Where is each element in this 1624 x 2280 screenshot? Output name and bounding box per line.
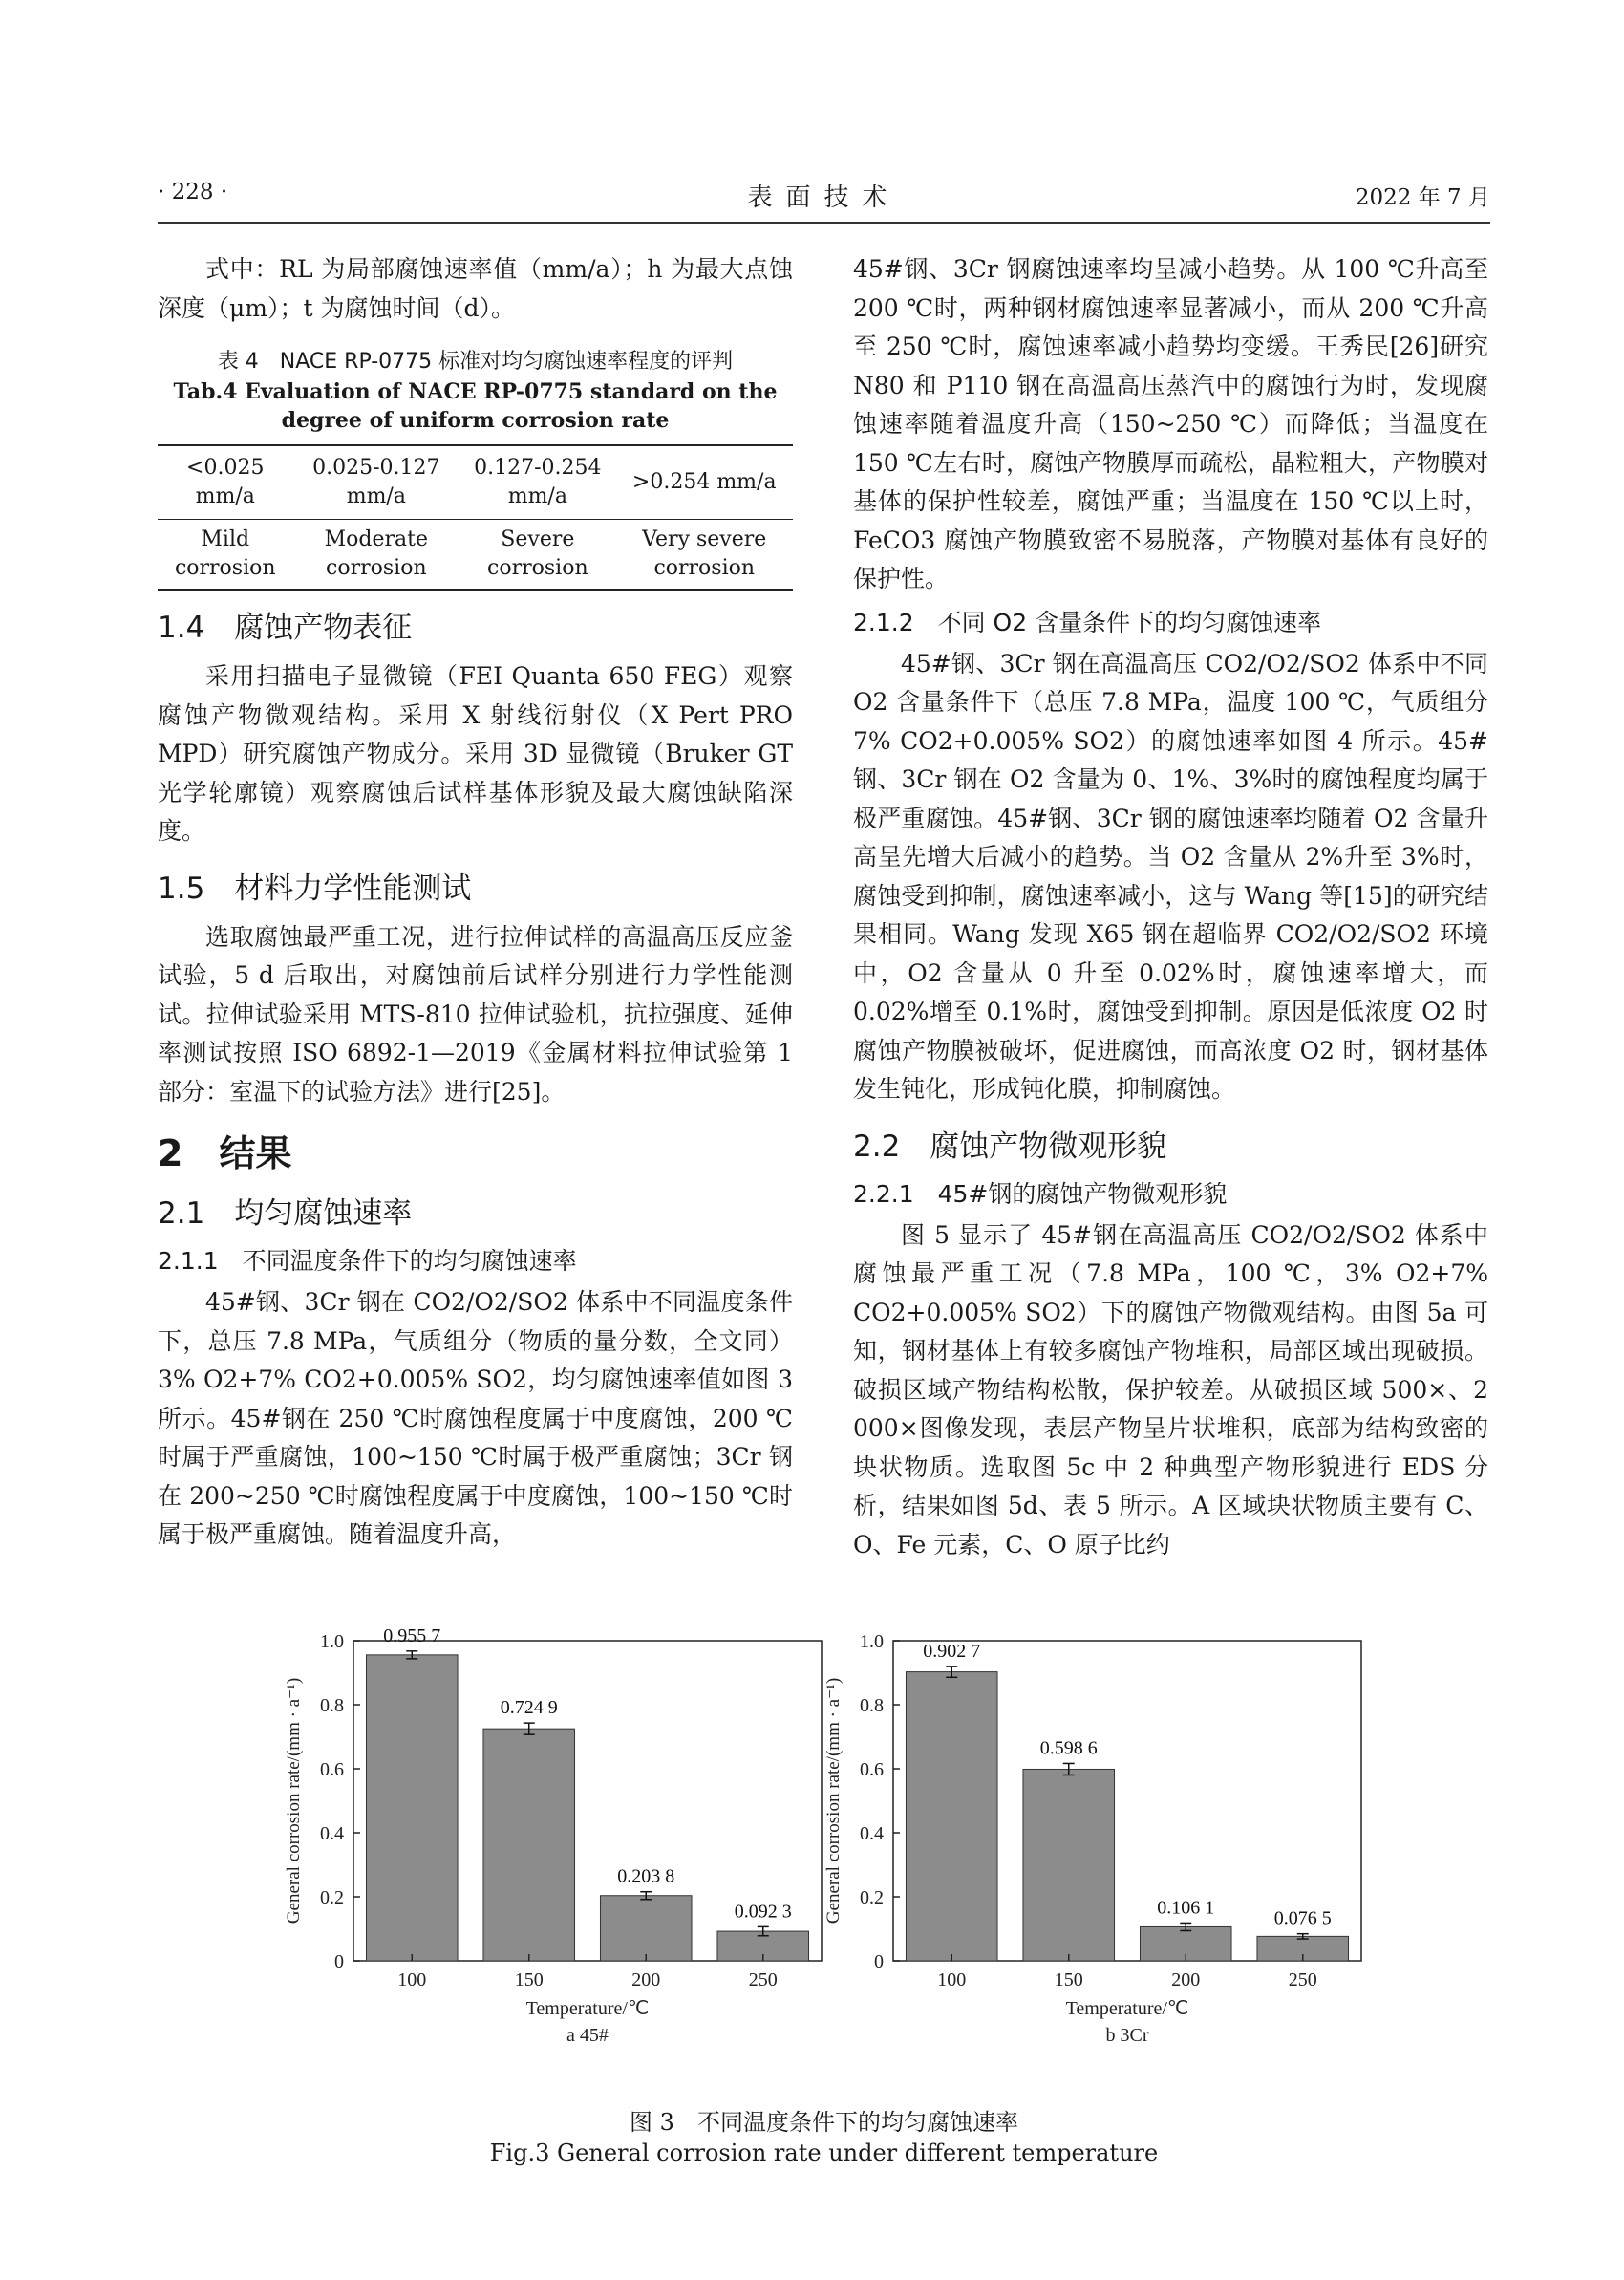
figure-caption [158, 2107, 1490, 2168]
paragraph-1-5: 选取腐蚀最严重工况，进行拉伸试样的高温高压反应釜试验，5 d 后取出，对腐蚀前后试样分别进行力学性能测试。拉伸试验采用 MTS-810 拉伸试验机，抗拉强度、延伸率测试按照 ISO 6892-1—2019《金属材料拉伸试验第 1 部分：室温下的试验方法》进行[25]。 [158, 922, 793, 1106]
x-axis-label: Temperature/℃ [1065, 1998, 1189, 2019]
x-axis-label: Temperature/℃ [525, 1998, 650, 2019]
x-tick-label: 150 [514, 1969, 544, 1990]
paragraph-2-1-1: 45#钢、3Cr 钢在 CO2/O2/SO2 体系中不同温度条件下，总压 7.8 MPa，气质组分（物质的量分数，全文同）3% O2+7% CO2+0.005% SO2，均匀腐蚀速率值如图 3 所示。45#钢在 250 ℃时腐蚀程度属于中度腐蚀，200 ℃时属于严重腐蚀，100~150 ℃时属于极严重腐蚀；3Cr 钢在 200~250 ℃时腐蚀程度属于中度腐蚀，100~150 ℃时属于极严重腐蚀。随着温度升高， [158, 1288, 793, 1548]
table-header-row [158, 445, 793, 520]
bar [600, 1896, 692, 1961]
section-heading-1-5: 1.5 材料力学性能测试 [158, 871, 472, 906]
figure-caption-zh: 图 3 不同温度条件下的均匀腐蚀速率 [630, 2109, 1018, 2136]
y-tick-label: 0.8 [320, 1695, 344, 1716]
table-caption-en: Tab.4 Evaluation of NACE RP-0775 standard on the degree of uniform corrosion rate [173, 379, 778, 433]
subfigure-label: b 3Cr [1105, 2025, 1149, 2046]
section-heading-1-4: 1.4 腐蚀产物表征 [158, 611, 413, 645]
x-tick-label: 200 [1171, 1969, 1201, 1990]
section-heading-2-1: 2.1 均匀腐蚀速率 [158, 1196, 413, 1231]
figure-caption-en: Fig.3 General corrosion rate under different temperature [489, 2140, 1159, 2166]
x-tick-label: 100 [397, 1969, 427, 1990]
section-heading-2-2: 2.2 腐蚀产物微观形貌 [853, 1129, 1167, 1164]
journal-title: 表面技术 [747, 183, 901, 212]
y-tick-label: 0.6 [320, 1759, 344, 1780]
y-tick-label: 0.2 [860, 1887, 884, 1908]
section-heading-2-1-2: 2.1.2 不同 O2 含量条件下的均匀腐蚀速率 [853, 608, 1322, 636]
x-tick-label: 200 [631, 1969, 661, 1990]
bar-chart-45-steel [272, 1617, 845, 2095]
y-tick-label: 0.8 [860, 1695, 884, 1716]
bar [1023, 1769, 1115, 1961]
data-label: 0.902 7 [923, 1640, 981, 1662]
y-tick-label: 0.4 [860, 1823, 884, 1844]
section-heading-2: 2 结果 [158, 1132, 292, 1174]
paragraph-1-4: 采用扫描电子显微镜（FEI Quanta 650 FEG）观察腐蚀产物微观结构。采用 X 射线衍射仪（X Pert PRO MPD）研究腐蚀产物成分。采用 3D 显微镜（Bruker GT 光学轮廓镜）观察腐蚀后试样基体形貌及最大腐蚀缺陷深度。 [158, 662, 793, 845]
data-label: 0.724 9 [500, 1697, 558, 1719]
right-column [853, 250, 1488, 1564]
table-header-cell: >0.254 mm/a [615, 445, 793, 520]
data-label: 0.955 7 [383, 1624, 441, 1646]
y-axis-label: General corrosion rate/(mm · a⁻¹) [823, 1677, 844, 1925]
bar [906, 1672, 997, 1961]
table-cell: Severe corrosion [459, 520, 615, 591]
table-cell: Mild corrosion [158, 520, 293, 591]
data-label: 0.598 6 [1039, 1737, 1098, 1759]
header-rule [158, 222, 1490, 224]
table-row [158, 520, 793, 591]
y-tick-label: 1.0 [320, 1631, 344, 1652]
corrosion-grade-table [158, 444, 793, 591]
table-header-cell: 0.127-0.254 mm/a [459, 445, 615, 520]
paragraph-2-1-1-cont: 45#钢、3Cr 钢腐蚀速率均呈减小趋势。从 100 ℃升高至 200 ℃时，两种钢材腐蚀速率显著减小，而从 200 ℃升高至 250 ℃时，腐蚀速率减小趋势均变缓。王秀民[26]研究 N80 和 P110 钢在高温高压蒸汽中的腐蚀行为时，发现腐蚀速率随着温度升高（150~250 ℃）而降低；当温度在 150 ℃左右时，腐蚀产物膜厚而疏松，晶粒粗大，产物膜对基体的保护性较差，腐蚀严重；当温度在 150 ℃以上时，FeCO3 腐蚀产物膜致密不易脱落，产物膜对基体有良好的保护性。 [853, 255, 1488, 592]
y-tick-label: 0.4 [320, 1823, 344, 1844]
figure-3a [272, 1617, 845, 2095]
subfigure-label: a 45# [566, 2025, 609, 2046]
x-tick-label: 100 [937, 1969, 967, 1990]
table-caption-zh: 表 4 NACE RP-0775 标准对均匀腐蚀速率程度的评判 [217, 350, 734, 374]
table-header-cell: 0.025-0.127 mm/a [293, 445, 460, 520]
running-header [158, 170, 1490, 216]
y-tick-label: 0 [874, 1951, 884, 1972]
y-axis-label: General corrosion rate/(mm · a⁻¹) [284, 1677, 304, 1925]
page-number: · 228 · [158, 180, 228, 204]
paragraph-2-2-1: 图 5 显示了 45#钢在高温高压 CO2/O2/SO2 体系中腐蚀最严重工况（7.8 MPa，100 ℃，3% O2+7% CO2+0.005% SO2）下的腐蚀产物微观结构。由图 5a 可知，钢材基体上有较多腐蚀产物堆积，局部区域出现破损。破损区域产物结构松散，保护较差。从破损区域 500×、2 000×图像发现，表层产物呈片状堆积，底部为结构致密的块状物质。选取图 5c 中 2 种典型产物形貌进行 EDS 分析，结果如图 5d、表 5 所示。A 区域块状物质主要有 C、O、Fe 元素，C、O 原子比约 [853, 1220, 1488, 1559]
y-tick-label: 0 [334, 1951, 344, 1972]
section-heading-2-1-1: 2.1.1 不同温度条件下的均匀腐蚀速率 [158, 1247, 577, 1275]
figure-3b [812, 1617, 1385, 2095]
formula-explanation: 式中：RL 为局部腐蚀速率值（mm/a）；h 为最大点蚀深度（μm）；t 为腐蚀时间（d）。 [158, 255, 793, 322]
issue-date: 2022 年 7 月 [1355, 185, 1490, 210]
x-tick-label: 250 [748, 1969, 778, 1990]
paragraph-2-1-2: 45#钢、3Cr 钢在高温高压 CO2/O2/SO2 体系中不同 O2 含量条件下（总压 7.8 MPa，温度 100 ℃，气质组分 7% CO2+0.005% SO2）的腐蚀速率如图 4 所示。45#钢、3Cr 钢在 O2 含量为 0、1%、3%时的腐蚀程度均属于极严重腐蚀。45#钢、3Cr 钢的腐蚀速率均随着 O2 含量升高呈先增大后减小的趋势。当 O2 含量从 2%升至 3%时，腐蚀受到抑制，腐蚀速率减小，这与 Wang 等[15]的研究结果相同。Wang 发现 X65 钢在超临界 CO2/O2/SO2 环境中，O2 含量从 0 升至 0.02%时，腐蚀速率增大，而 0.02%增至 0.1%时，腐蚀受到抑制。原因是低浓度 O2 时腐蚀产物膜被破坏，促进腐蚀，而高浓度 O2 时，钢材基体发生钝化，形成钝化膜，抑制腐蚀。 [853, 649, 1488, 1103]
data-label: 0.092 3 [734, 1901, 792, 1923]
bar-chart-3cr-steel [812, 1617, 1385, 2095]
x-tick-label: 150 [1054, 1969, 1083, 1990]
table-cell: Very severe corrosion [615, 520, 793, 591]
table-caption [158, 347, 793, 435]
bar [366, 1655, 458, 1961]
table-cell: Moderate corrosion [293, 520, 460, 591]
data-label: 0.203 8 [617, 1865, 675, 1887]
left-column [158, 250, 793, 1555]
bar [483, 1729, 575, 1961]
data-label: 0.076 5 [1273, 1907, 1332, 1929]
x-tick-label: 250 [1288, 1969, 1317, 1990]
table-header-cell: <0.025 mm/a [158, 445, 293, 520]
y-tick-label: 0.6 [860, 1759, 884, 1780]
y-tick-label: 1.0 [860, 1631, 884, 1652]
section-heading-2-2-1: 2.2.1 45#钢的腐蚀产物微观形貌 [853, 1179, 1228, 1208]
y-tick-label: 0.2 [320, 1887, 344, 1908]
data-label: 0.106 1 [1157, 1897, 1215, 1919]
